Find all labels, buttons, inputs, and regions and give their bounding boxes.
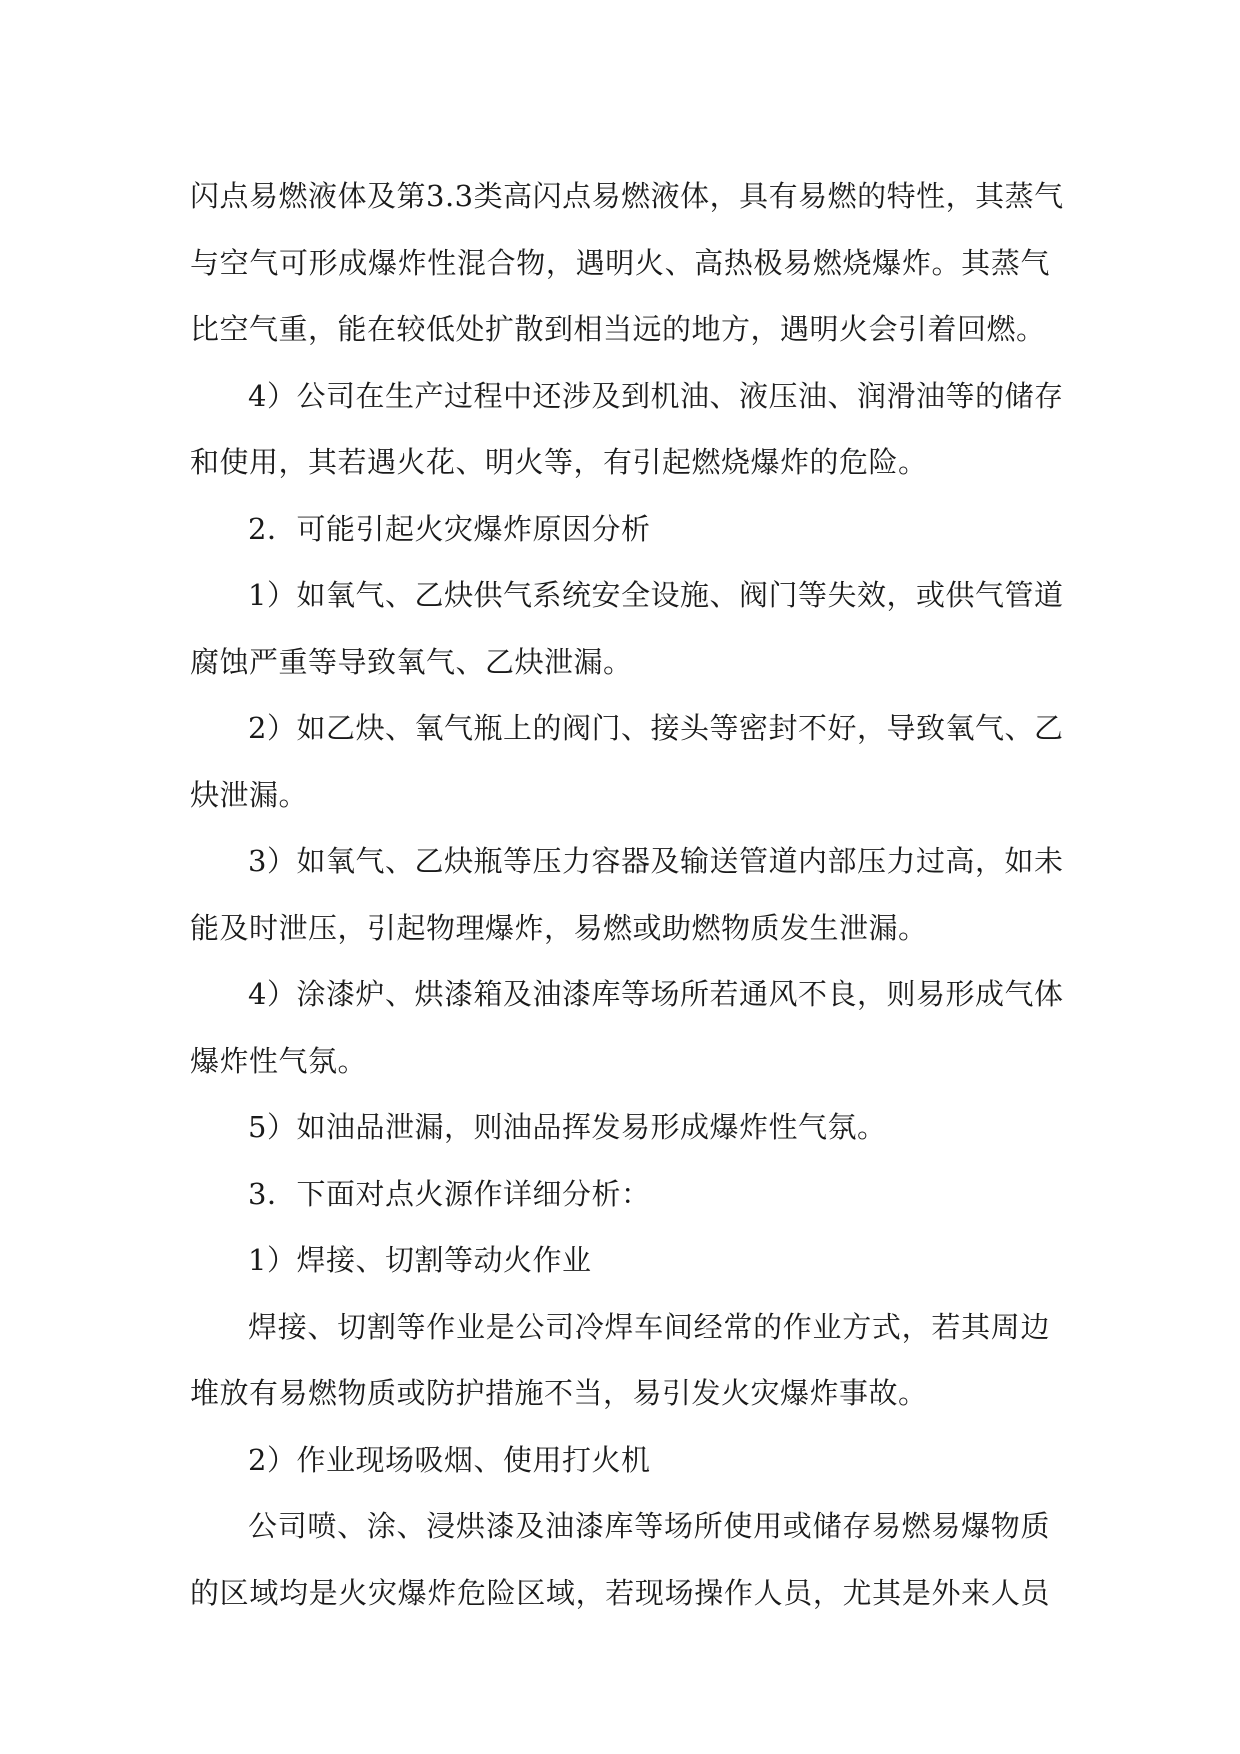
text-line: 比空气重，能在较低处扩散到相当远的地方，遇明火会引着回燃。: [190, 312, 1046, 346]
text-line: 公司喷、涂、浸烘漆及油漆库等场所使用或储存易燃易爆物质: [248, 1509, 1050, 1543]
text-line: 和使用，其若遇火花、明火等，有引起燃烧爆炸的危险。: [190, 445, 928, 479]
text-line: 1）焊接、切割等动火作业: [248, 1243, 592, 1277]
text-line: 1）如氧气、乙炔供气系统安全设施、阀门等失效，或供气管道: [248, 578, 1064, 612]
text-line: 焊接、切割等作业是公司冷焊车间经常的作业方式，若其周边: [248, 1309, 1050, 1344]
text-line: 2．可能引起火灾爆炸原因分析: [248, 511, 651, 546]
text-line: 与空气可形成爆炸性混合物，遇明火、高热极易燃烧爆炸。其蒸气: [190, 245, 1050, 280]
document-body: [190, 163, 1064, 1626]
text-line: 4）公司在生产过程中还涉及到机油、液压油、润滑油等的储存: [248, 378, 1064, 413]
text-line: 2）作业现场吸烟、使用打火机: [248, 1442, 651, 1477]
text-line: 3）如氧气、乙炔瓶等压力容器及输送管道内部压力过高，如未: [248, 844, 1064, 878]
text-line: 闪点易燃液体及第3.3类高闪点易燃液体，具有易燃的特性，其蒸气: [190, 179, 1064, 213]
text-line: 3．下面对点火源作详细分析：: [248, 1176, 651, 1211]
text-line: 炔泄漏。: [190, 777, 309, 812]
text-line: 腐蚀严重等导致氧气、乙炔泄漏。: [190, 644, 633, 679]
text-line: 4）涂漆炉、烘漆箱及油漆库等场所若通风不良，则易形成气体: [248, 977, 1064, 1011]
text-line: 堆放有易燃物质或防护措施不当，易引发火灾爆炸事故。: [190, 1376, 928, 1410]
text-line: 能及时泄压，引起物理爆炸，易燃或助燃物质发生泄漏。: [190, 910, 928, 945]
text-line: 5）如油品泄漏，则油品挥发易形成爆炸性气氛。: [248, 1110, 887, 1144]
text-line: 2）如乙炔、氧气瓶上的阀门、接头等密封不好，导致氧气、乙: [248, 711, 1064, 745]
text-line: 的区域均是火灾爆炸危险区域，若现场操作人员，尤其是外来人员: [190, 1575, 1050, 1610]
text-line: 爆炸性气氛。: [190, 1043, 368, 1078]
